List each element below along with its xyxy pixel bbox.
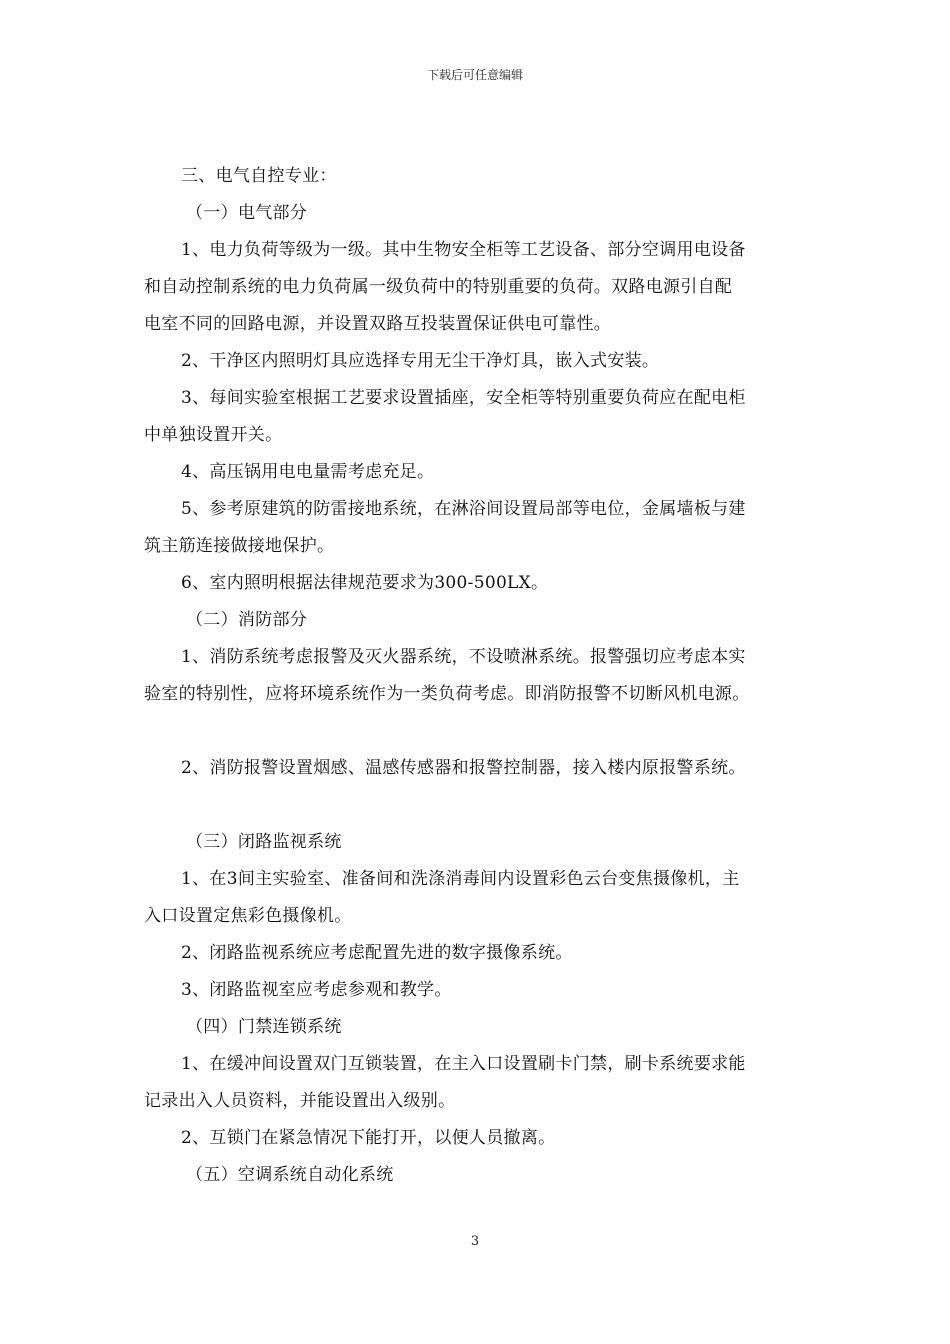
blank-line: [144, 787, 812, 824]
page-header: 下载后可任意编辑: [426, 68, 523, 82]
page-number: 3: [470, 1234, 480, 1249]
paragraph-line: 2、闭路监视系统应考虑配置先进的数字摄像系统。: [181, 943, 573, 963]
paragraph-line: 2、互锁门在紧急情况下能打开，以便人员撤离。: [181, 1128, 556, 1148]
paragraph-line: 1、消防系统考虑报警及灭火器系统，不设喷淋系统。报警强切应考虑本实: [181, 647, 746, 667]
paragraph-line: 筑主筋连接做接地保护。: [144, 536, 335, 556]
paragraph-line: 1、在缓冲间设置双门互锁装置，在主入口设置刷卡门禁，刷卡系统要求能: [181, 1054, 746, 1074]
subsection-heading: （五）空调系统自动化系统: [186, 1165, 394, 1185]
subsection-heading: （二）消防部分: [186, 610, 308, 630]
paragraph-line: 电室不同的回路电源，并设置双路互投装置保证供电可靠性。: [144, 314, 612, 334]
paragraph-line: 4、高压锅用电电量需考虑充足。: [181, 462, 435, 482]
paragraph-line: 入口设置定焦彩色摄像机。: [144, 906, 352, 926]
paragraph-line: 2、干净区内照明灯具应选择专用无尘干净灯具，嵌入式安装。: [181, 351, 660, 371]
paragraph-line: 中单独设置开关。: [144, 425, 283, 445]
paragraph-line: 和自动控制系统的电力负荷属一级负荷中的特别重要的负荷。双路电源引自配: [144, 277, 733, 297]
paragraph-line: 1、电力负荷等级为一级。其中生物安全柜等工艺设备、部分空调用电设备: [181, 240, 746, 260]
paragraph-line: 记录出入人员资料，并能设置出入级别。: [144, 1091, 456, 1111]
paragraph-line: 5、参考原建筑的防雷接地系统，在淋浴间设置局部等电位，金属墙板与建: [181, 499, 746, 519]
document-body: [144, 158, 812, 1194]
paragraph-line: 验室的特别性，应将环境系统作为一类负荷考虑。即消防报警不切断风机电源。: [144, 684, 750, 704]
paragraph-line: 1、在3间主实验室、准备间和洗涤消毒间内设置彩色云台变焦摄像机，主: [181, 869, 740, 889]
paragraph-line: 3、闭路监视室应考虑参观和教学。: [181, 980, 452, 1000]
blank-line: [144, 713, 812, 750]
paragraph-line: 2、消防报警设置烟感、温感传感器和报警控制器，接入楼内原报警系统。: [181, 758, 746, 778]
subsection-heading: （一）电气部分: [186, 203, 308, 223]
paragraph-line: 3、每间实验室根据工艺要求设置插座，安全柜等特别重要负荷应在配电柜: [181, 388, 746, 408]
subsection-heading: （四）门禁连锁系统: [186, 1017, 342, 1037]
subsection-heading: （三）闭路监视系统: [186, 832, 342, 852]
paragraph-line: 6、室内照明根据法律规范要求为300-500LX。: [181, 573, 549, 593]
section-heading: 三、电气自控专业：: [181, 166, 337, 186]
